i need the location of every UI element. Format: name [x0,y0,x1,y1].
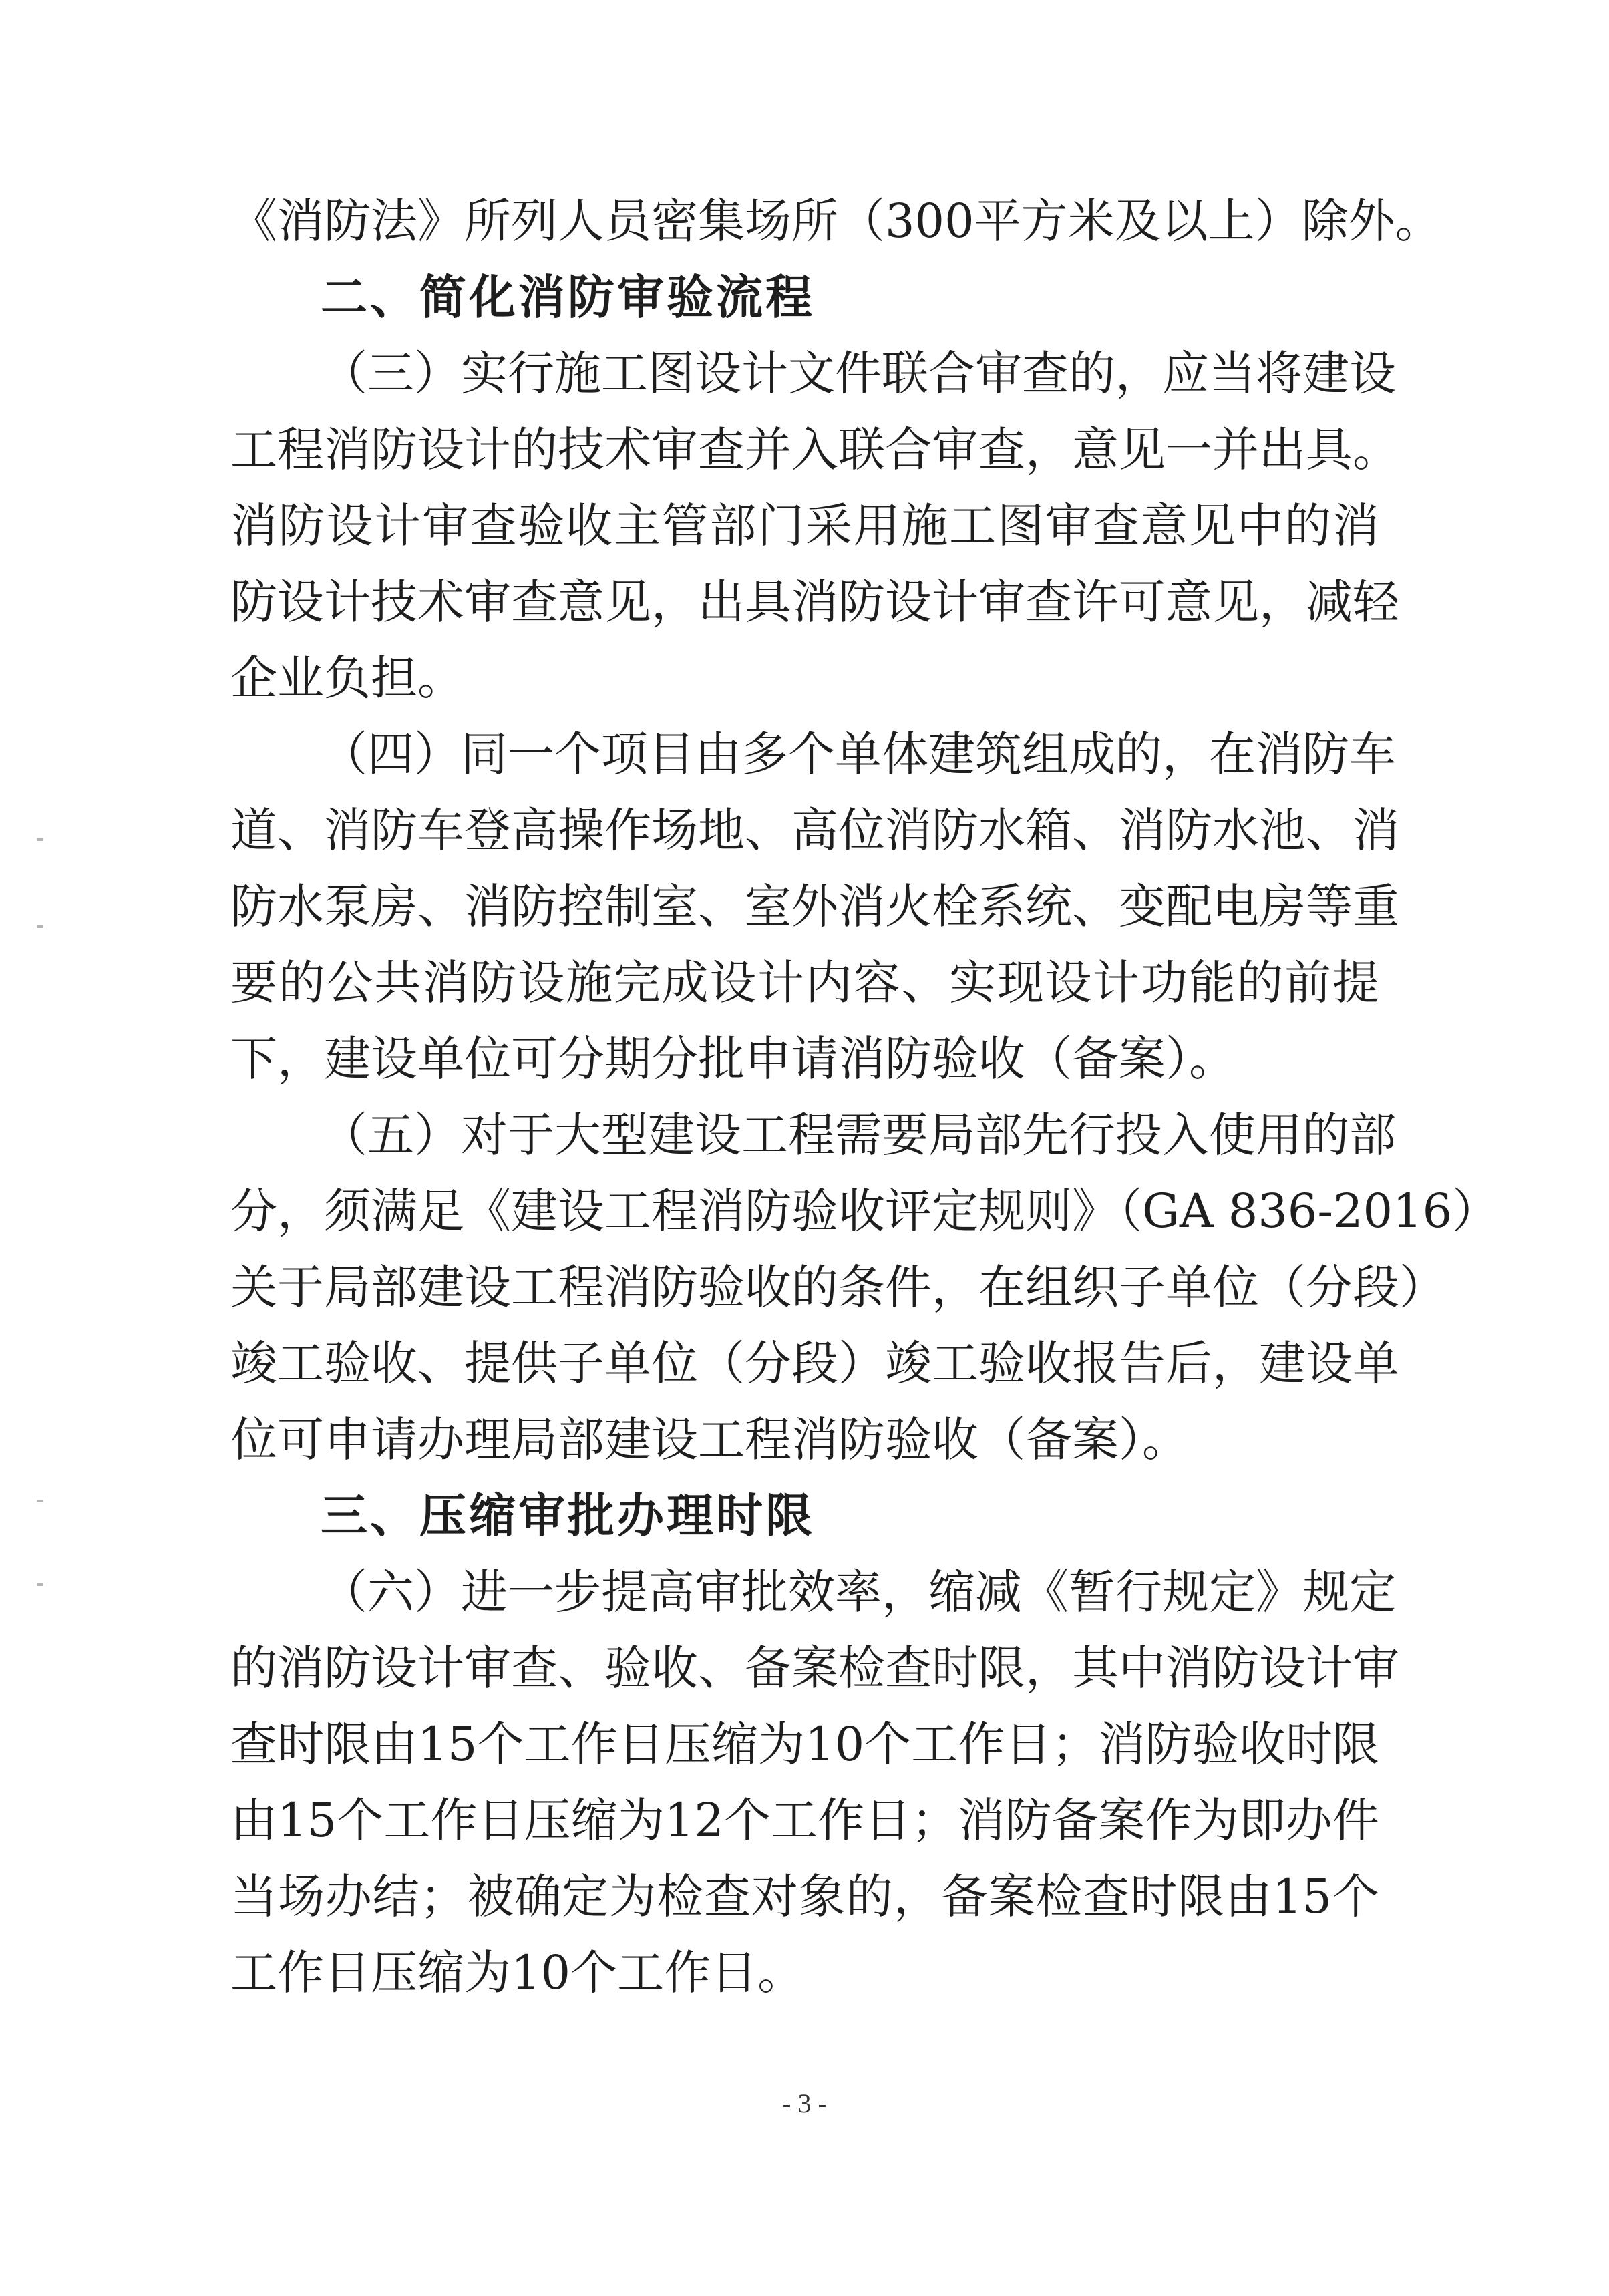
body-line: 防设计技术审查意见，出具消防设计审查许可意见，减轻 [230,575,1399,629]
body-line: 下，建设单位可分期分批申请消防验收（备案）。 [230,1031,1236,1086]
section-heading: 二、简化消防审验流程 [321,270,815,325]
body-line: （四）同一个项目由多个单体建筑组成的，在消防车 [321,727,1396,782]
body-line: 分，须满足《建设工程消防验收评定规则》（GA 836-2016） [230,1184,1499,1239]
body-line: 当场办结；被确定为检查对象的，备案检查时限由15个 [230,1869,1379,1924]
body-line: 消防设计审查验收主管部门采用施工图审查意见中的消 [230,498,1379,553]
binding-hole-mark [37,925,43,928]
binding-hole-mark [37,1500,43,1502]
body-line: 《消防法》所列人员密集场所（300平方米及以上）除外。 [230,194,1442,249]
body-line: 竣工验收、提供子单位（分段）竣工验收报告后，建设单 [230,1336,1399,1391]
section-heading: 三、压缩审批办理时限 [321,1488,815,1543]
body-line: （五）对于大型建设工程需要局部先行投入使用的部 [321,1108,1396,1162]
body-line: 企业负担。 [230,651,464,705]
body-line: 查时限由15个工作日压缩为10个工作日；消防验收时限 [230,1717,1379,1772]
body-line: （六）进一步提高审批效率，缩减《暂行规定》规定 [321,1565,1396,1619]
body-line: 工程消防设计的技术审查并入联合审查，意见一并出具。 [230,422,1399,477]
body-line: 位可申请办理局部建设工程消防验收（备案）。 [230,1412,1189,1467]
body-line: 要的公共消防设施完成设计内容、实现设计功能的前提 [230,955,1379,1010]
binding-hole-mark [37,1583,43,1586]
body-line: 由15个工作日压缩为12个工作日；消防备案作为即办件 [230,1793,1379,1848]
body-line: 道、消防车登高操作场地、高位消防水箱、消防水池、消 [230,803,1399,858]
body-line: 防水泵房、消防控制室、室外消火栓系统、变配电房等重 [230,879,1399,934]
binding-hole-mark [37,838,43,841]
body-line: 关于局部建设工程消防验收的条件，在组织子单位（分段） [230,1260,1446,1315]
body-line: 的消防设计审查、验收、备案检查时限，其中消防设计审 [230,1641,1399,1695]
body-line: （三）实行施工图设计文件联合审查的，应当将建设 [321,346,1396,401]
page-number: - 3 - [782,2088,827,2118]
body-line: 工作日压缩为10个工作日。 [230,1945,805,2000]
